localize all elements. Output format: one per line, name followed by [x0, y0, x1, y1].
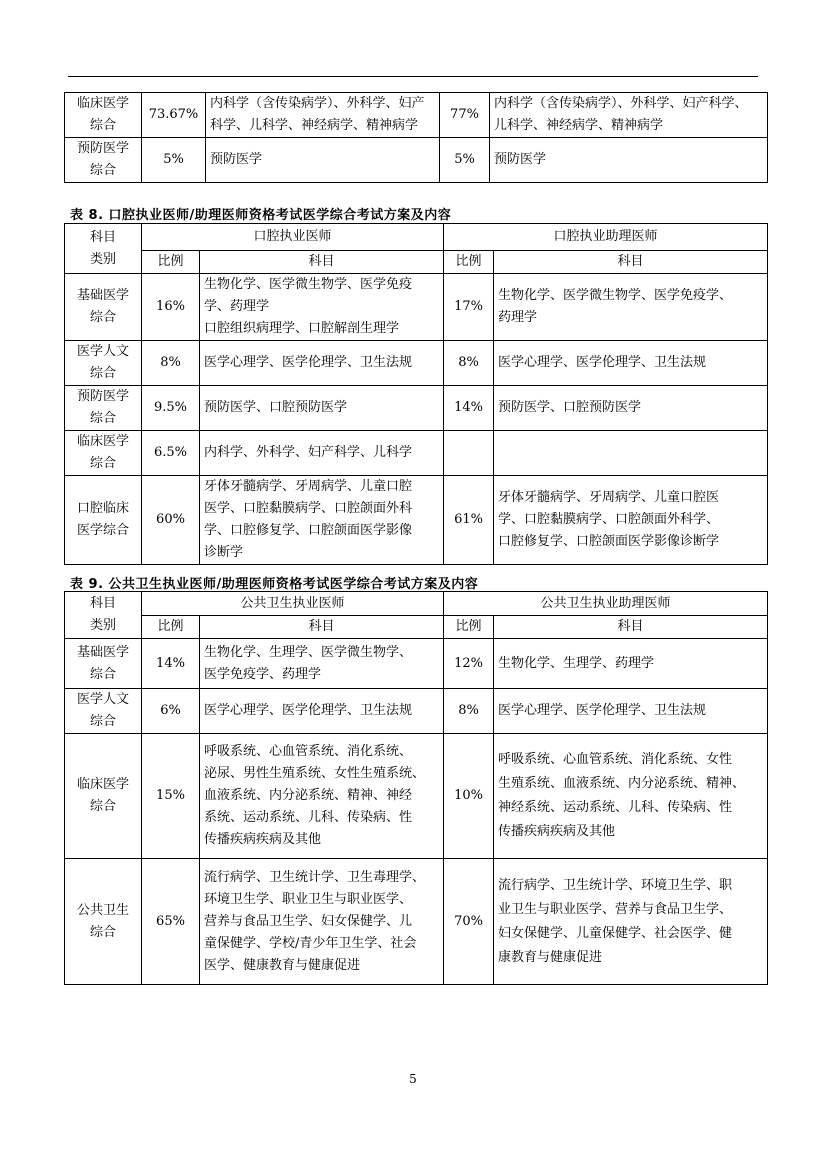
header-subject: 科目 — [494, 251, 768, 274]
table-8-caption: 表 8. 口腔执业医师/助理医师资格考试医学综合考试方案及内容 — [70, 208, 452, 223]
header-group-2: 公共卫生执业助理医师 — [444, 592, 768, 616]
category-cell: 临床医学 综合 — [65, 93, 142, 138]
subject-cell: 医学心理学、医学伦理学、卫生法规 — [494, 689, 768, 734]
subject-cell: 医学心理学、医学伦理学、卫生法规 — [494, 341, 768, 386]
header-subject: 科目 — [200, 616, 444, 639]
category-cell: 医学人文 综合 — [65, 341, 142, 386]
ratio-cell: 70% — [444, 859, 494, 985]
ratio-cell: 15% — [142, 734, 200, 859]
table-header-row — [65, 224, 768, 251]
subject-cell: 牙体牙髓病学、牙周病学、儿童口腔医 学、口腔黏膜病学、口腔颌面外科学、 口腔修复学、口腔颌面医学影像诊断学 — [494, 476, 768, 565]
ratio-cell: 8% — [444, 341, 494, 386]
subject-cell — [494, 431, 768, 476]
header-ratio: 比例 — [444, 251, 494, 274]
page-number: 5 — [409, 1072, 417, 1086]
subject-cell: 内科学（含传染病学）、外科学、妇产 科学、儿科学、神经病学、精神病学 — [206, 93, 440, 138]
category-cell: 口腔临床 医学综合 — [65, 476, 142, 565]
subject-cell: 预防医学 — [206, 138, 440, 183]
category-cell: 公共卫生 综合 — [65, 859, 142, 985]
table-header-row — [65, 592, 768, 616]
category-cell: 预防医学 综合 — [65, 386, 142, 431]
subject-cell: 生物化学、医学微生物学、医学免疫学、 药理学 — [494, 274, 768, 341]
ratio-cell: 61% — [444, 476, 494, 565]
ratio-cell: 16% — [142, 274, 200, 341]
ratio-cell: 6.5% — [142, 431, 200, 476]
subject-cell: 预防医学、口腔预防医学 — [494, 386, 768, 431]
table-subheader-row — [65, 251, 768, 274]
subject-cell: 预防医学、口腔预防医学 — [200, 386, 444, 431]
table-7-continued — [64, 92, 768, 183]
subject-cell: 内科学、外科学、妇产科学、儿科学 — [200, 431, 444, 476]
ratio-cell: 14% — [142, 639, 200, 689]
ratio-cell: 65% — [142, 859, 200, 985]
header-subject: 科目 — [494, 616, 768, 639]
category-cell: 临床医学 综合 — [65, 734, 142, 859]
header-ratio: 比例 — [444, 616, 494, 639]
ratio-cell: 5% — [440, 138, 490, 183]
ratio-cell: 14% — [444, 386, 494, 431]
ratio-cell: 10% — [444, 734, 494, 859]
header-rule — [68, 76, 758, 77]
table-row — [65, 639, 768, 689]
table-row — [65, 138, 768, 183]
header-group-2: 口腔执业助理医师 — [444, 224, 768, 251]
table-subheader-row — [65, 616, 768, 639]
ratio-cell: 5% — [142, 138, 206, 183]
table-row — [65, 734, 768, 859]
subject-cell: 医学心理学、医学伦理学、卫生法规 — [200, 341, 444, 386]
ratio-cell: 8% — [444, 689, 494, 734]
subject-cell: 牙体牙髓病学、牙周病学、儿童口腔 医学、口腔黏膜病学、口腔颌面外科 学、口腔修复学、口腔颌面医学影像 诊断学 — [200, 476, 444, 565]
category-cell: 临床医学 综合 — [65, 431, 142, 476]
header-category-cell: 科目 类别 — [65, 592, 142, 639]
table-row — [65, 274, 768, 341]
subject-cell: 生物化学、医学微生物学、医学免疫 学、药理学 口腔组织病理学、口腔解剖生理学 — [200, 274, 444, 341]
category-cell: 基础医学 综合 — [65, 639, 142, 689]
subject-cell: 预防医学 — [490, 138, 768, 183]
header-category-cell: 科目 类别 — [65, 224, 142, 274]
subject-cell: 生物化学、生理学、医学微生物学、 医学免疫学、药理学 — [200, 639, 444, 689]
ratio-cell: 60% — [142, 476, 200, 565]
header-ratio: 比例 — [142, 616, 200, 639]
header-ratio: 比例 — [142, 251, 200, 274]
ratio-cell: 9.5% — [142, 386, 200, 431]
table-row — [65, 386, 768, 431]
subject-cell: 流行病学、卫生统计学、卫生毒理学、 环境卫生学、职业卫生与职业医学、 营养与食品卫生学、妇女保健学、儿 童保健学、学校/青少年卫生学、社会 医学、健康教育与健康促进 — [200, 859, 444, 985]
subject-cell: 内科学（含传染病学）、外科学、妇产科学、 儿科学、神经病学、精神病学 — [490, 93, 768, 138]
table-row — [65, 93, 768, 138]
subject-cell: 流行病学、卫生统计学、环境卫生学、职 业卫生与职业医学、营养与食品卫生学、 妇女保健学、儿童保健学、社会医学、健 康教育与健康促进 — [494, 859, 768, 985]
table-8 — [64, 223, 768, 565]
header-group-1: 公共卫生执业医师 — [142, 592, 444, 616]
header-group-1: 口腔执业医师 — [142, 224, 444, 251]
subject-cell: 呼吸系统、心血管系统、消化系统、女性 生殖系统、血液系统、内分泌系统、精神、 神经系统、运动系统、儿科、传染病、性 传播疾病疾病及其他 — [494, 734, 768, 859]
subject-cell: 医学心理学、医学伦理学、卫生法规 — [200, 689, 444, 734]
subject-cell: 呼吸系统、心血管系统、消化系统、 泌尿、男性生殖系统、女性生殖系统、 血液系统、内分泌系统、精神、神经 系统、运动系统、儿科、传染病、性 传播疾病疾病及其他 — [200, 734, 444, 859]
ratio-cell: 6% — [142, 689, 200, 734]
table-9 — [64, 591, 768, 985]
table-row — [65, 476, 768, 565]
table-row — [65, 431, 768, 476]
ratio-cell: 77% — [440, 93, 490, 138]
ratio-cell — [444, 431, 494, 476]
ratio-cell: 17% — [444, 274, 494, 341]
table-9-caption: 表 9. 公共卫生执业医师/助理医师资格考试医学综合考试方案及内容 — [70, 577, 479, 592]
table-row — [65, 341, 768, 386]
table-row — [65, 689, 768, 734]
subject-cell: 生物化学、生理学、药理学 — [494, 639, 768, 689]
category-cell: 基础医学 综合 — [65, 274, 142, 341]
header-subject: 科目 — [200, 251, 444, 274]
ratio-cell: 73.67% — [142, 93, 206, 138]
category-cell: 医学人文 综合 — [65, 689, 142, 734]
ratio-cell: 8% — [142, 341, 200, 386]
category-cell: 预防医学 综合 — [65, 138, 142, 183]
ratio-cell: 12% — [444, 639, 494, 689]
table-row — [65, 859, 768, 985]
